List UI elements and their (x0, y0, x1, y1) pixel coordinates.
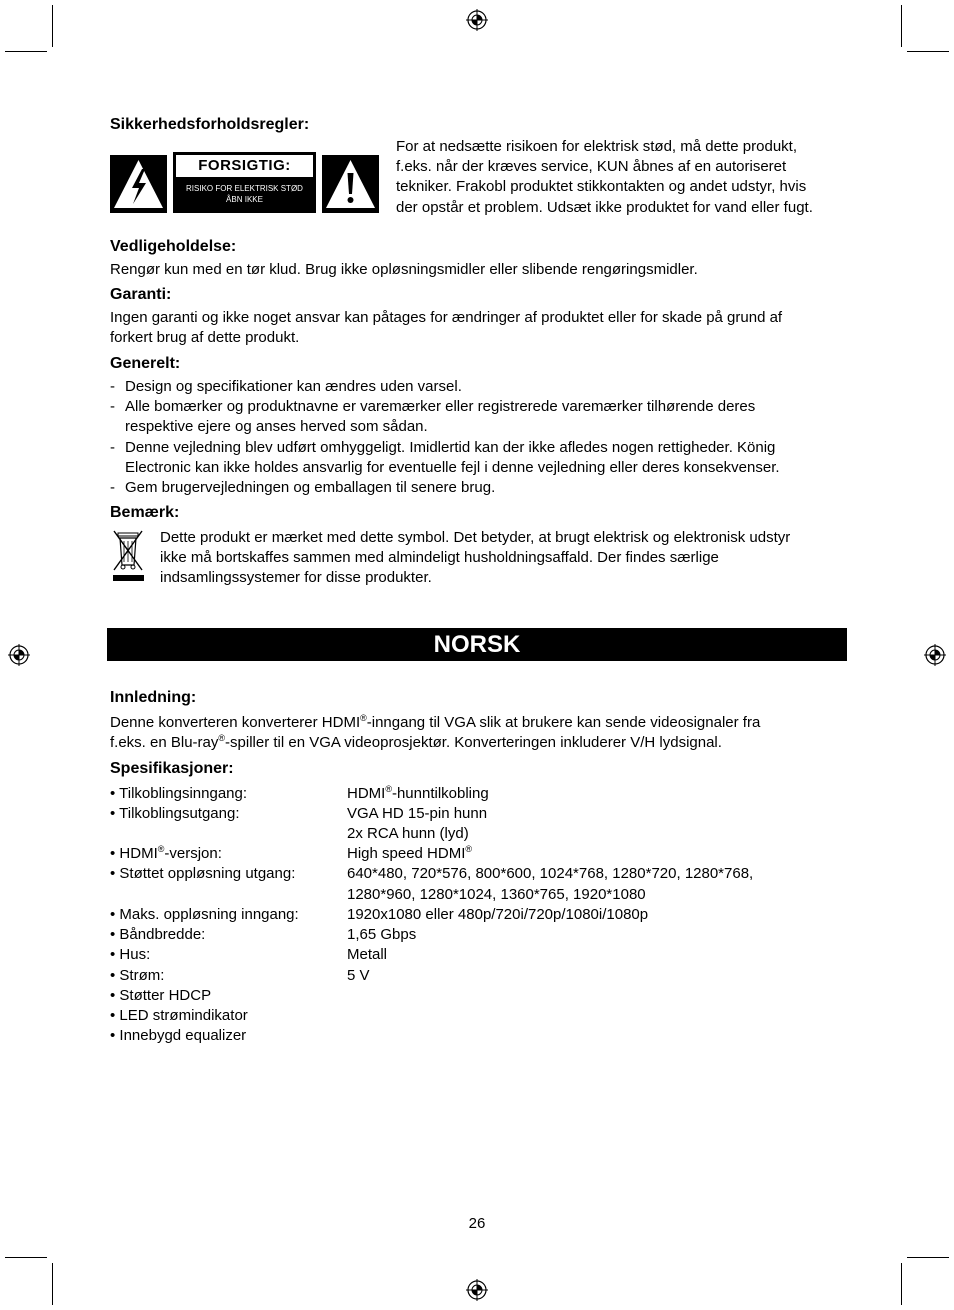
spec-row: 2x RCA hunn (lyd) (347, 825, 469, 842)
note-line: ikke må bortskaffes sammen med almindeligt husholdningsaffald. Der findes særlige (160, 549, 719, 566)
spec-row: • Strøm: 5 V (110, 967, 370, 984)
crop-mark (5, 1257, 47, 1258)
maintenance-text: Rengør kun med en tør klud. Brug ikke opløsningsmidler eller slibende rengøringsmidler. (110, 261, 698, 278)
spec-row: • Tilkoblingsutgang: VGA HD 15-pin hunn (110, 805, 488, 822)
spec-row: • Båndbredde: 1,65 Gbps (110, 926, 417, 943)
registration-mark-icon (8, 644, 30, 666)
caution-sub2: ÅBN IKKE (226, 195, 263, 204)
crop-mark (5, 51, 47, 52)
intro-heading: Innledning: (110, 689, 197, 706)
note-line: Dette produkt er mærket med dette symbol. Det betyder, at brugt elektrisk og elektronisk udstyr (160, 529, 791, 546)
spec-row: • Hus: Metall (110, 946, 388, 963)
warranty-line: Ingen garanti og ikke noget ansvar kan påtages for ændringer af produktet eller for skade på grund af (110, 309, 783, 326)
registration-mark-icon (924, 644, 946, 666)
crop-mark (907, 51, 949, 52)
note-line: indsamlingssystemer for disse produkter. (160, 569, 432, 586)
caution-title: FORSIGTIG: (198, 157, 291, 174)
spec-row: • Støttet oppløsning utgang: 640*480, 720*576, 800*600, 1024*768, 1280*720, 1280*768, (110, 865, 754, 882)
crop-mark (52, 5, 53, 47)
page-number: 26 (468, 1215, 486, 1232)
spec-row: • Støtter HDCP (110, 987, 212, 1004)
spec-row: • HDMI®-versjon: High speed HDMI® (110, 844, 473, 862)
spec-row: 1280*960, 1280*1024, 1360*765, 1920*1080 (347, 886, 646, 903)
safety-line: f.eks. når der kræves service, KUN åbnes af en autoriseret (396, 158, 787, 175)
note-heading: Bemærk: (110, 504, 180, 521)
specs-heading: Spesifikasjoner: (110, 760, 234, 777)
crop-mark (52, 1263, 53, 1305)
crop-mark (907, 1257, 949, 1258)
warranty-line: forkert brug af dette produkt. (110, 329, 300, 346)
registration-mark-icon (466, 1279, 488, 1301)
exclamation-warning-icon (322, 155, 379, 213)
intro-line: f.eks. en Blu-ray®-spiller til en VGA videoprosjektør. Konverteringen inkluderer V/H lydsignal. (110, 733, 722, 751)
safety-line: der opstår et problem. Udsæt ikke produktet for vand eller fugt. (396, 199, 813, 216)
caution-title-box (176, 155, 313, 177)
spec-row: • Innebygd equalizer (110, 1027, 247, 1044)
spec-row: • LED strømindikator (110, 1007, 248, 1024)
safety-line: For at nedsætte risikoen for elektrisk stød, må dette produkt, (396, 138, 798, 155)
crop-mark (901, 5, 902, 47)
intro-line: Denne konverteren konverterer HDMI®-inngang til VGA slik at brukere kan sende videosignaler fra (110, 713, 761, 731)
weee-bin-icon (110, 528, 146, 584)
caution-sub1: RISIKO FOR ELEKTRISK STØD (186, 184, 303, 193)
language-banner: NORSK (107, 628, 847, 661)
warranty-heading: Garanti: (110, 286, 172, 303)
general-heading: Generelt: (110, 355, 181, 372)
spec-row: • Maks. oppløsning inngang: 1920x1080 eller 480p/720i/720p/1080i/1080p (110, 906, 649, 923)
lightning-warning-icon (110, 155, 167, 213)
crop-mark (901, 1263, 902, 1305)
registration-mark-icon (466, 9, 488, 31)
caution-label (173, 152, 316, 213)
spec-row: • Tilkoblingsinngang: HDMI®-hunntilkobling (110, 784, 489, 802)
safety-heading: Sikkerhedsforholdsregler: (110, 116, 310, 133)
maintenance-heading: Vedligeholdelse: (110, 238, 237, 255)
safety-line: tekniker. Frakobl produktet stikkontakten og andet udstyr, hvis (396, 178, 807, 195)
